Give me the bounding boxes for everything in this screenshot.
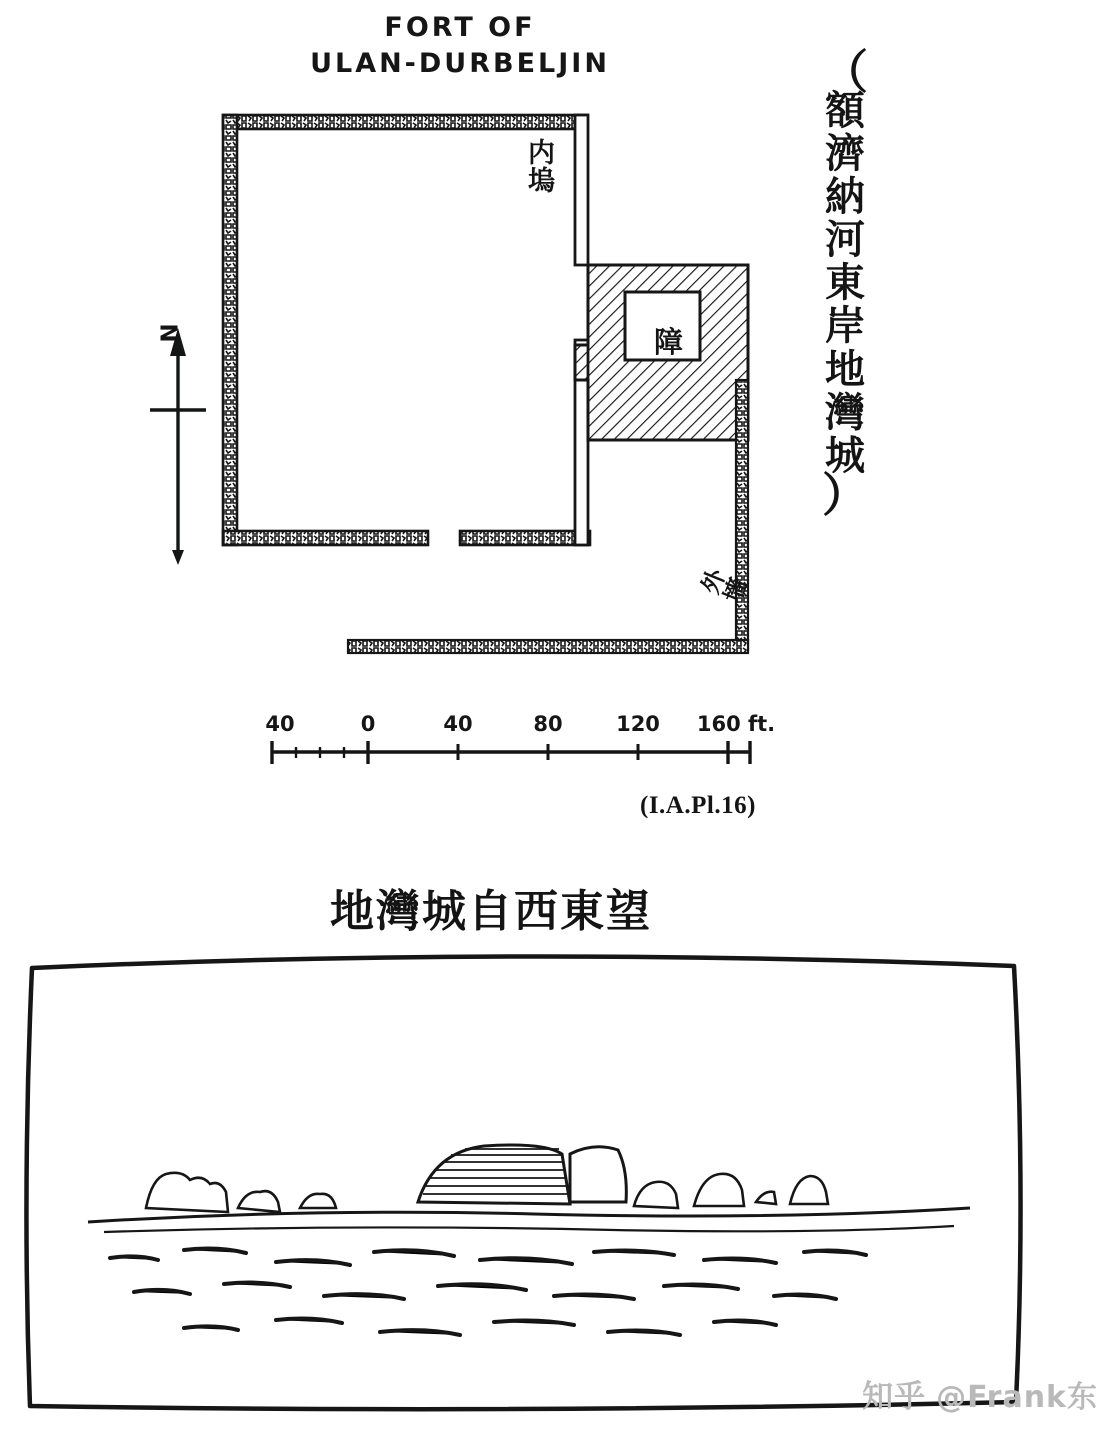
- scale-tick-2: 40: [443, 712, 473, 736]
- caption-char-5: 岸: [825, 303, 865, 350]
- scale-tick-4: 120: [616, 712, 660, 736]
- inner-wall-west: [223, 115, 237, 545]
- caption-char-0: 額: [825, 87, 865, 134]
- caption-close-paren: ）: [822, 468, 868, 523]
- scale-tick-3: 80: [533, 712, 563, 736]
- inner-wall-north: [223, 115, 587, 129]
- north-label: N: [154, 323, 181, 343]
- zhang-label: 障: [654, 325, 684, 359]
- landscape-sketch: [14, 940, 1036, 1420]
- source-reference: (I.A.Pl.16): [640, 792, 756, 819]
- caption-char-8: 城: [825, 433, 865, 479]
- caption-char-1: 濟: [825, 130, 865, 177]
- scale-bar: [250, 712, 810, 782]
- outer-wall-south: [348, 640, 748, 653]
- inner-wall-label-char1: 内: [528, 138, 555, 169]
- outer-wall-east: [736, 380, 748, 650]
- inner-wall-south-west-segment: [223, 531, 428, 545]
- inner-wall-east-upper: [575, 115, 588, 265]
- watermark: [862, 1371, 1098, 1416]
- caption-char-6: 地: [825, 346, 865, 393]
- caption-open-paren: （: [822, 45, 868, 99]
- scale-tick-1: 0: [360, 712, 376, 736]
- inner-wall-south-east-segment: [460, 531, 590, 545]
- caption-char-2: 納: [825, 173, 865, 220]
- watermark-brand: 知乎: [862, 1379, 927, 1415]
- caption-char-3: 河: [825, 217, 865, 264]
- scale-tick-5: 160 ft.: [696, 712, 776, 736]
- north-arrow-icon: [150, 328, 206, 565]
- scale-tick-0: 40: [265, 712, 295, 736]
- caption-char-7: 灣: [825, 389, 865, 436]
- plan-title-line1: FORT OF: [384, 12, 536, 43]
- watermark-handle: @Frank东: [936, 1379, 1098, 1415]
- vertical-caption: [790, 45, 900, 625]
- scale-bar-graphic: [250, 738, 790, 774]
- fort-plan-drawing: [120, 80, 800, 700]
- plan-title-line2: ULAN-DURBELJIN: [310, 48, 610, 80]
- caption-char-4: 東: [825, 260, 865, 307]
- inner-wall-label: [528, 140, 555, 197]
- inner-wall-label-char2: 塢: [528, 166, 555, 198]
- outer-wall-label-char2: 墻: [718, 573, 754, 607]
- outer-wall-label-char1: 外: [696, 564, 732, 598]
- scale-tick-labels: [250, 712, 810, 738]
- view-caption: 地灣城自西東望: [330, 886, 652, 937]
- plan-title: [300, 10, 620, 83]
